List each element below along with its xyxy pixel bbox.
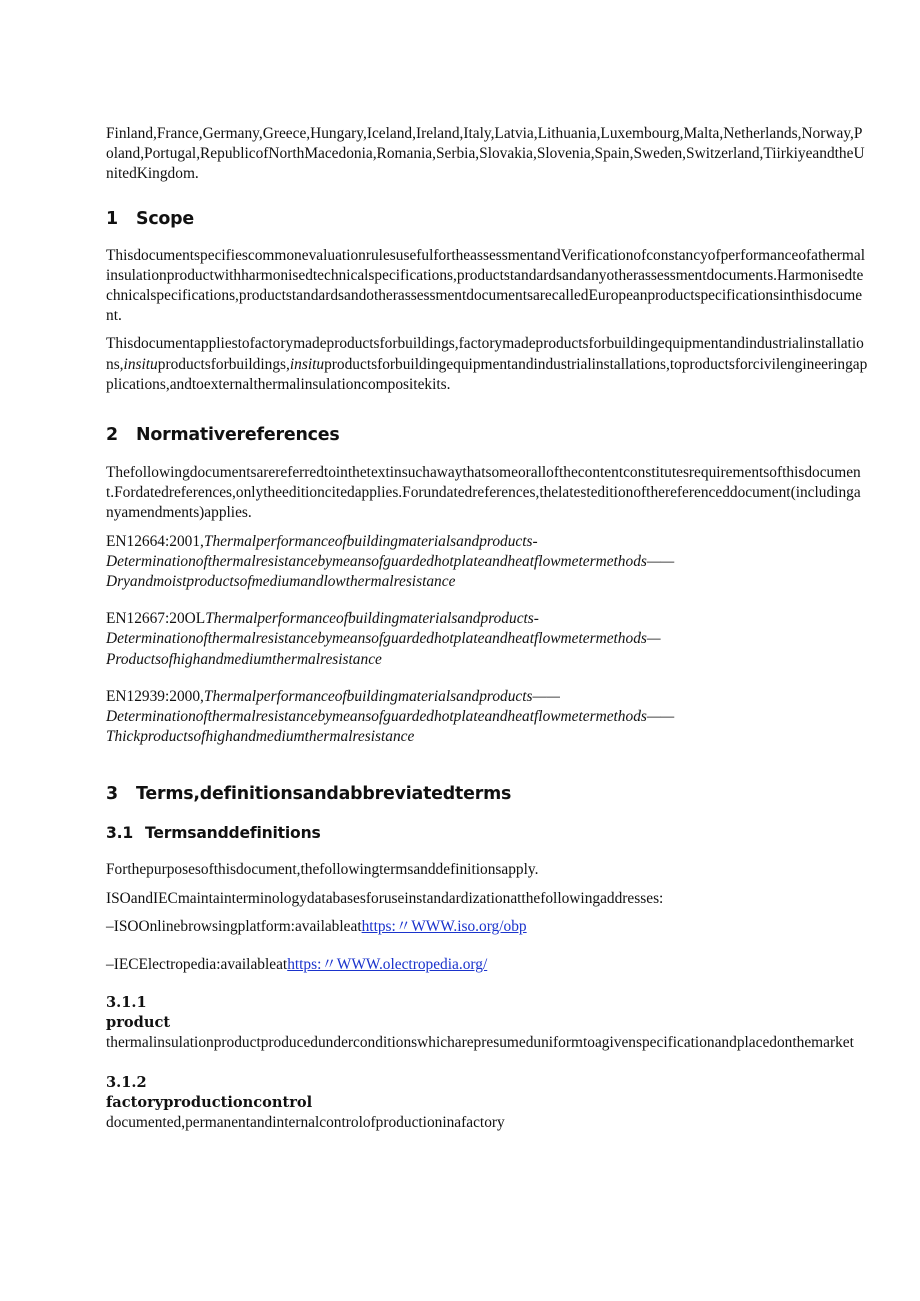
reference-code: EN12667:20OL bbox=[106, 610, 206, 628]
section-3-1-heading bbox=[106, 823, 868, 843]
section-2-heading bbox=[106, 424, 868, 446]
reference-code: EN12939:2000, bbox=[106, 687, 204, 705]
section-1-title: Scope bbox=[136, 208, 195, 229]
iec-electropedia-link[interactable]: https:〃WWW.olectropedia.org/ bbox=[287, 956, 488, 974]
reference-en12664 bbox=[106, 532, 868, 593]
term-number: 3.1.1 bbox=[106, 994, 147, 1012]
reference-code: EN12664:2001, bbox=[106, 532, 204, 550]
section-3-number: 3 bbox=[106, 784, 118, 805]
reference-title-line: Thermalperformanceofbuildingmaterialsandproducts- bbox=[205, 610, 539, 628]
reference-title-line: Determinationofthermalresistancebymeansofguardedhotplateandheatflowmetermethods— bbox=[106, 630, 661, 648]
section-3-heading bbox=[106, 783, 868, 805]
term-number: 3.1.2 bbox=[106, 1074, 147, 1092]
reference-title-line: Determinationofthermalresistancebymeansofguardedhotplateandheatflowmetermethods—— bbox=[106, 708, 675, 726]
term-entry-factory-production-control bbox=[106, 1073, 868, 1133]
iso-obp-label: –ISOOnlinebrowsingplatform:availableat bbox=[106, 917, 362, 935]
section-2-number: 2 bbox=[106, 425, 118, 446]
reference-title-line: Determinationofthermalresistancebymeansofguardedhotplateandheatflowmetermethods—— bbox=[106, 552, 675, 570]
section-1-heading bbox=[106, 208, 868, 230]
reference-title-line: Thermalperformanceofbuildingmaterialsandproducts- bbox=[203, 532, 538, 550]
iec-electropedia-label: –IECElectropedia:availableat bbox=[106, 956, 288, 974]
reference-title-line: Dryandmoistproductsofmediumandlowthermalresistance bbox=[106, 573, 456, 591]
term-definition: documented,permanentandinternalcontrolofproductioninafactory bbox=[106, 1114, 505, 1132]
terms-purpose-paragraph: Forthepurposesofthisdocument,thefollowingtermsanddefinitionsapply. bbox=[106, 861, 539, 879]
section-3-1-number: 3.1 bbox=[106, 824, 134, 843]
section-3-title: Terms,definitionsandabbreviatedterms bbox=[136, 784, 512, 805]
scope-p2-text-e: productsforbuildingequipmentandindustrialinstallations,toproductsforcivilengineeringapplications,andtoexternalthermalinsulationcompositekits. bbox=[106, 355, 868, 393]
term-definition: thermalinsulationproductproducedunderconditionswhicharepresumeduniformtoagivenspecificationandplacedonthemarket bbox=[106, 1034, 854, 1052]
scope-p2-insitu-2: insitu bbox=[289, 355, 325, 373]
term-name: factoryproductioncontrol bbox=[106, 1094, 313, 1112]
term-name: product bbox=[106, 1014, 171, 1032]
scope-p2-text-c: productsforbuildings, bbox=[157, 355, 290, 373]
reference-en12667 bbox=[106, 609, 868, 670]
terminology-databases-paragraph: ISOandIECmaintainterminologydatabasesforuseinstandardizationatthefollowingaddresses: bbox=[106, 889, 664, 907]
reference-title-line: Productsofhighandmediumthermalresistance bbox=[106, 650, 382, 668]
iso-obp-line bbox=[106, 917, 868, 937]
term-entry-product bbox=[106, 993, 868, 1053]
iec-electropedia-line bbox=[106, 955, 868, 975]
reference-title-line: Thickproductsofhighandmediumthermalresistance bbox=[106, 728, 415, 746]
scope-p2-insitu-1: insitu bbox=[123, 355, 158, 373]
reference-title-line: Thermalperformanceofbuildingmaterialsandproducts—— bbox=[203, 687, 560, 705]
document-page bbox=[106, 124, 868, 1154]
normative-references-intro: Thefollowingdocumentsarereferredtointhetextinsuchawaythatsomeorallofthecontentconstitutesrequirementsofthisdocument.Fordatedreferences,onlytheeditioncitedapplies.Forundatedreferences,thelatesteditionofthereferenceddocument(includinganyamendments)applies. bbox=[106, 464, 861, 522]
section-3-1-title: Termsanddefinitions bbox=[145, 824, 321, 843]
scope-paragraph-2 bbox=[106, 334, 868, 395]
iso-obp-link[interactable]: https:〃WWW.iso.org/obp bbox=[361, 917, 527, 935]
section-2-title: Normativereferences bbox=[136, 425, 340, 446]
intro-country-list: Finland,France,Germany,Greece,Hungary,Iceland,Ireland,Italy,Latvia,Lithuania,Luxembourg,Malta,Netherlands,Norway,Poland,Portugal,RepublicofNorthMacedonia,Romania,Serbia,Slovakia,Slovenia,Spain,Sweden,Switzerland,TiirkiyeandtheUnitedKingdom. bbox=[106, 125, 865, 183]
scope-paragraph-1: ThisdocumentspecifiescommonevaluationrulesusefulfortheassessmentandVerificationofconstancyofperformanceofathermalinsulationproductwithharmonisedtechnicalspecifications,productstandardsandanyotherassessmentdocuments.Harmonisedtechnicalspecifications,productstandardsandotherassessmentdocumentsarecalledEuropeanproductspecificationsinthisdocument. bbox=[106, 246, 865, 325]
reference-en12939 bbox=[106, 687, 868, 748]
section-1-number: 1 bbox=[106, 208, 118, 229]
scope-p2-text-a: Thisdocumentappliestofactorymadeproductsforbuildings,factorymadeproductsforbuildingequipmentandindustrialinstallations, bbox=[106, 335, 864, 373]
